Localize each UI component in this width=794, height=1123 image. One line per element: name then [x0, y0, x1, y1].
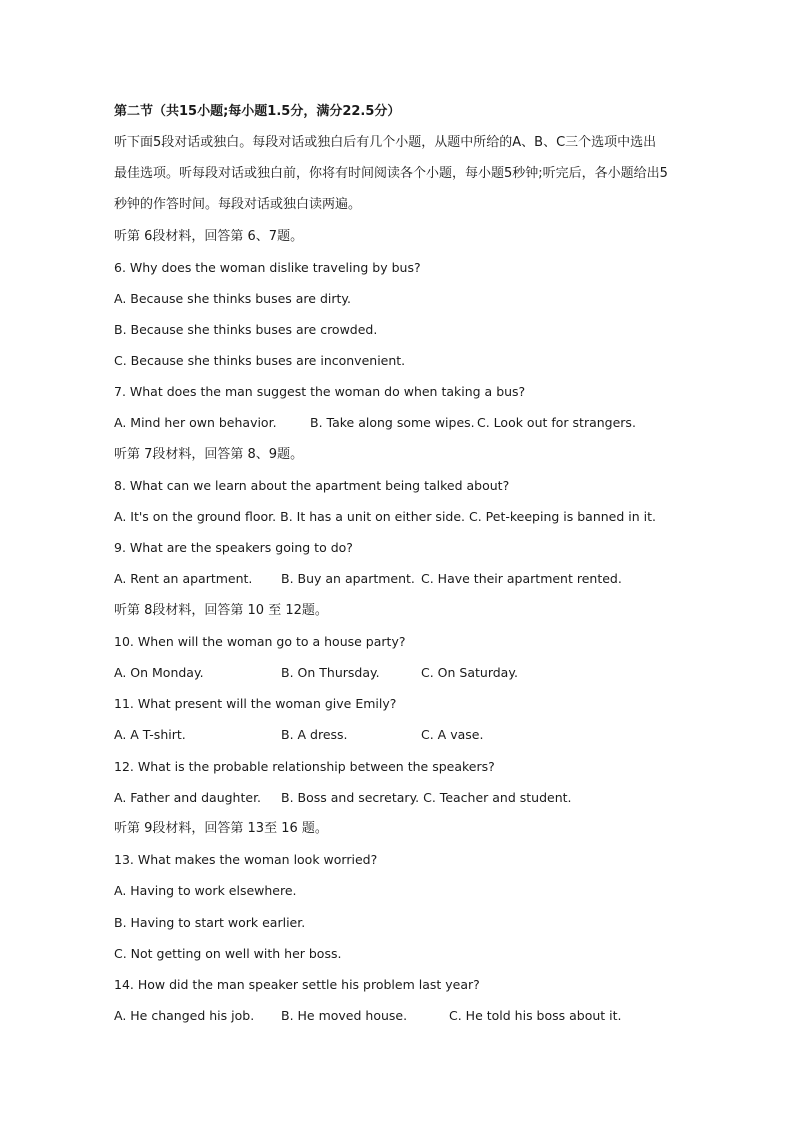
- group-heading-7: 听第 7段材料，回答第 8、9题。: [114, 447, 304, 462]
- question-11-stem: 11. What present will the woman give Emily?: [114, 696, 397, 711]
- question-8-options: A. It's on the ground floor. B. It has a unit on either side. C. Pet-keeping is banned in it.: [114, 509, 656, 524]
- question-7-option-b: B. Take along some wipes.: [310, 415, 475, 430]
- question-7-option-c: C. Look out for strangers.: [477, 415, 636, 430]
- question-9-option-b: B. Buy an apartment.: [281, 571, 415, 586]
- question-14-option-b: B. He moved house.: [281, 1008, 408, 1023]
- question-13-option-a: A. Having to work elsewhere.: [114, 883, 297, 898]
- question-9-option-c: C. Have their apartment rented.: [421, 571, 622, 586]
- question-8-stem: 8. What can we learn about the apartment being talked about?: [114, 478, 510, 493]
- group-heading-8: 听第 8段材料，回答第 10 至 12题。: [114, 603, 328, 618]
- instructions-line-2: 最佳选项。听每段对话或独白前，你将有时间阅读各个小题，每小题5秒钟;听完后，各小题给出5: [114, 166, 668, 181]
- instructions-line-3: 秒钟的作答时间。每段对话或独白读两遍。: [114, 197, 362, 212]
- question-14-option-c: C. He told his boss about it.: [449, 1008, 622, 1023]
- question-6-option-b: B. Because she thinks buses are crowded.: [114, 322, 378, 337]
- question-9-option-a: A. Rent an apartment.: [114, 571, 253, 586]
- question-7-option-a: A. Mind her own behavior.: [114, 415, 277, 430]
- question-12-options-bc: B. Boss and secretary. C. Teacher and student.: [281, 790, 572, 805]
- question-13-stem: 13. What makes the woman look worried?: [114, 852, 378, 867]
- question-10-option-b: B. On Thursday.: [281, 665, 380, 680]
- question-9-stem: 9. What are the speakers going to do?: [114, 540, 353, 555]
- question-13-option-c: C. Not getting on well with her boss.: [114, 946, 342, 961]
- question-6-option-c: C. Because she thinks buses are inconvenient.: [114, 353, 406, 368]
- question-11-option-b: B. A dress.: [281, 727, 348, 742]
- question-11-option-a: A. A T-shirt.: [114, 727, 186, 742]
- question-10-option-a: A. On Monday.: [114, 665, 204, 680]
- question-11-option-c: C. A vase.: [421, 727, 484, 742]
- instructions-line-1: 听下面5段对话或独白。每段对话或独白后有几个小题，从题中所给的A、B、C三个选项中选出: [114, 135, 657, 150]
- question-13-option-b: B. Having to start work earlier.: [114, 915, 306, 930]
- question-14-stem: 14. How did the man speaker settle his problem last year?: [114, 977, 480, 992]
- question-10-stem: 10. When will the woman go to a house party?: [114, 634, 406, 649]
- question-7-stem: 7. What does the man suggest the woman do when taking a bus?: [114, 384, 526, 399]
- group-heading-9: 听第 9段材料，回答第 13至 16 题。: [114, 821, 328, 836]
- group-heading-6: 听第 6段材料，回答第 6、7题。: [114, 229, 304, 244]
- section-title: 第二节（共15小题;每小题1.5分，满分22.5分）: [114, 104, 401, 119]
- question-12-option-a: A. Father and daughter.: [114, 790, 262, 805]
- question-6-option-a: A. Because she thinks buses are dirty.: [114, 291, 351, 306]
- question-14-option-a: A. He changed his job.: [114, 1008, 255, 1023]
- question-12-stem: 12. What is the probable relationship between the speakers?: [114, 759, 495, 774]
- question-10-option-c: C. On Saturday.: [421, 665, 518, 680]
- question-6-stem: 6. Why does the woman dislike traveling by bus?: [114, 260, 421, 275]
